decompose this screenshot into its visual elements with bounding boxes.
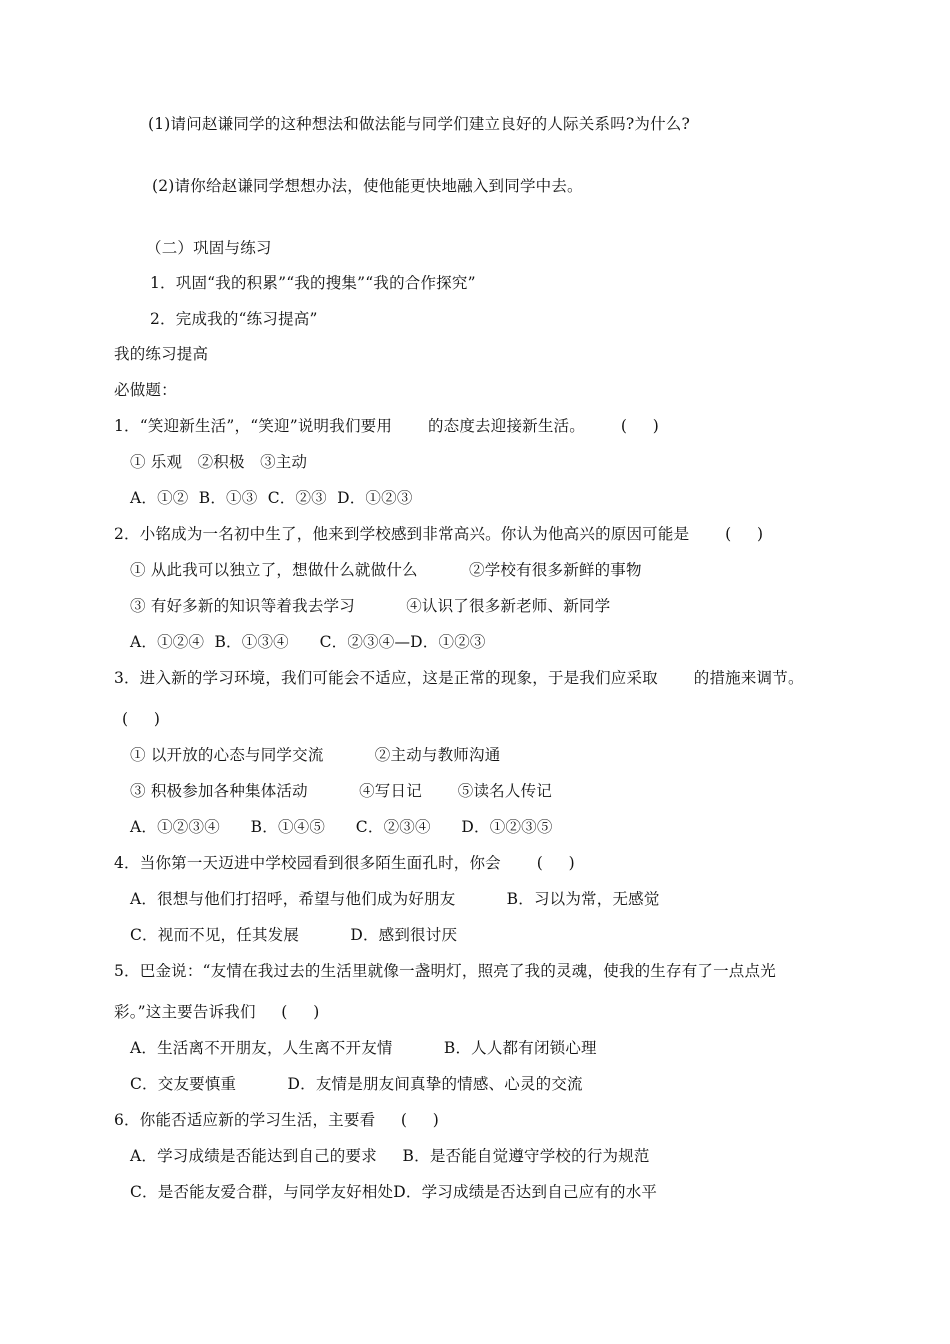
question-5-stem: 5．巴金说：“友情在我过去的生活里就像一盏明灯，照亮了我的灵魂，使我的生存有了一点点光 — [114, 962, 776, 980]
question-6-choices-ab: A．学习成绩是否能达到自己的要求 B．是否能自觉遵守学校的行为规范 — [130, 1147, 650, 1165]
question-2-options-a: ① 从此我可以独立了，想做什么就做什么 ②学校有很多新鲜的事物 — [130, 561, 642, 579]
sub-question-1: (1)请问赵谦同学的这种想法和做法能与同学们建立良好的人际关系吗?为什么? — [148, 115, 690, 133]
question-1-options: ① 乐观 ②积极 ③主动 — [130, 453, 308, 471]
practice-title: 我的练习提高 — [114, 345, 209, 363]
question-2-options-b: ③ 有好多新的知识等着我去学习 ④认识了很多新老师、新同学 — [130, 597, 611, 615]
question-3-choices: A．①②③④ B．①④⑤ C．②③④ D．①②③⑤ — [130, 818, 553, 836]
question-6-stem: 6．你能否适应新的学习生活，主要看 ( ) — [114, 1111, 440, 1129]
question-3-options-b: ③ 积极参加各种集体活动 ④写日记 ⑤读名人传记 — [130, 782, 552, 800]
question-3-options-a: ① 以开放的心态与同学交流 ②主动与教师沟通 — [130, 746, 501, 764]
question-4-stem: 4．当你第一天迈进中学校园看到很多陌生面孔时，你会 ( ) — [114, 854, 575, 872]
question-3-bracket: ( ) — [122, 710, 161, 728]
section-two-item-1: 1．巩固“我的积累”“我的搜集”“我的合作探究” — [150, 274, 476, 292]
question-6-choices-cd: C．是否能友爱合群，与同学友好相处D．学习成绩是否达到自己应有的水平 — [130, 1183, 658, 1201]
question-5-choices-cd: C．交友要慎重 D．友情是朋友间真挚的情感、心灵的交流 — [130, 1075, 583, 1093]
question-2-stem: 2．小铭成为一名初中生了，他来到学校感到非常高兴。你认为他高兴的原因可能是 ( ) — [114, 525, 764, 543]
required-label: 必做题： — [114, 381, 177, 399]
question-1-choices: A．①② B．①③ C．②③ D．①②③ — [130, 489, 413, 507]
section-two-heading: （二）巩固与练习 — [146, 239, 272, 257]
section-two-item-2: 2．完成我的“练习提高” — [150, 310, 318, 328]
question-2-choices: A．①②④ B．①③④ C．②③④—D．①②③ — [130, 633, 486, 651]
question-3-stem: 3．进入新的学习环境，我们可能会不适应，这是正常的现象，于是我们应采取 的措施来调节。 — [114, 669, 804, 687]
sub-question-2: (2)请你给赵谦同学想想办法，使他能更快地融入到同学中去。 — [152, 177, 583, 195]
question-1-stem: 1．“笑迎新生活”，“笑迎”说明我们要用 的态度去迎接新生活。 ( ) — [114, 417, 659, 435]
question-4-choices-ab: A．很想与他们打招呼，希望与他们成为好朋友 B．习以为常，无感觉 — [130, 890, 660, 908]
question-4-choices-cd: C．视而不见，任其发展 D．感到很讨厌 — [130, 926, 458, 944]
question-5-stem-continued: 彩。”这主要告诉我们 ( ) — [114, 1003, 320, 1021]
question-5-choices-ab: A．生活离不开朋友，人生离不开友情 B．人人都有闭锁心理 — [130, 1039, 597, 1057]
